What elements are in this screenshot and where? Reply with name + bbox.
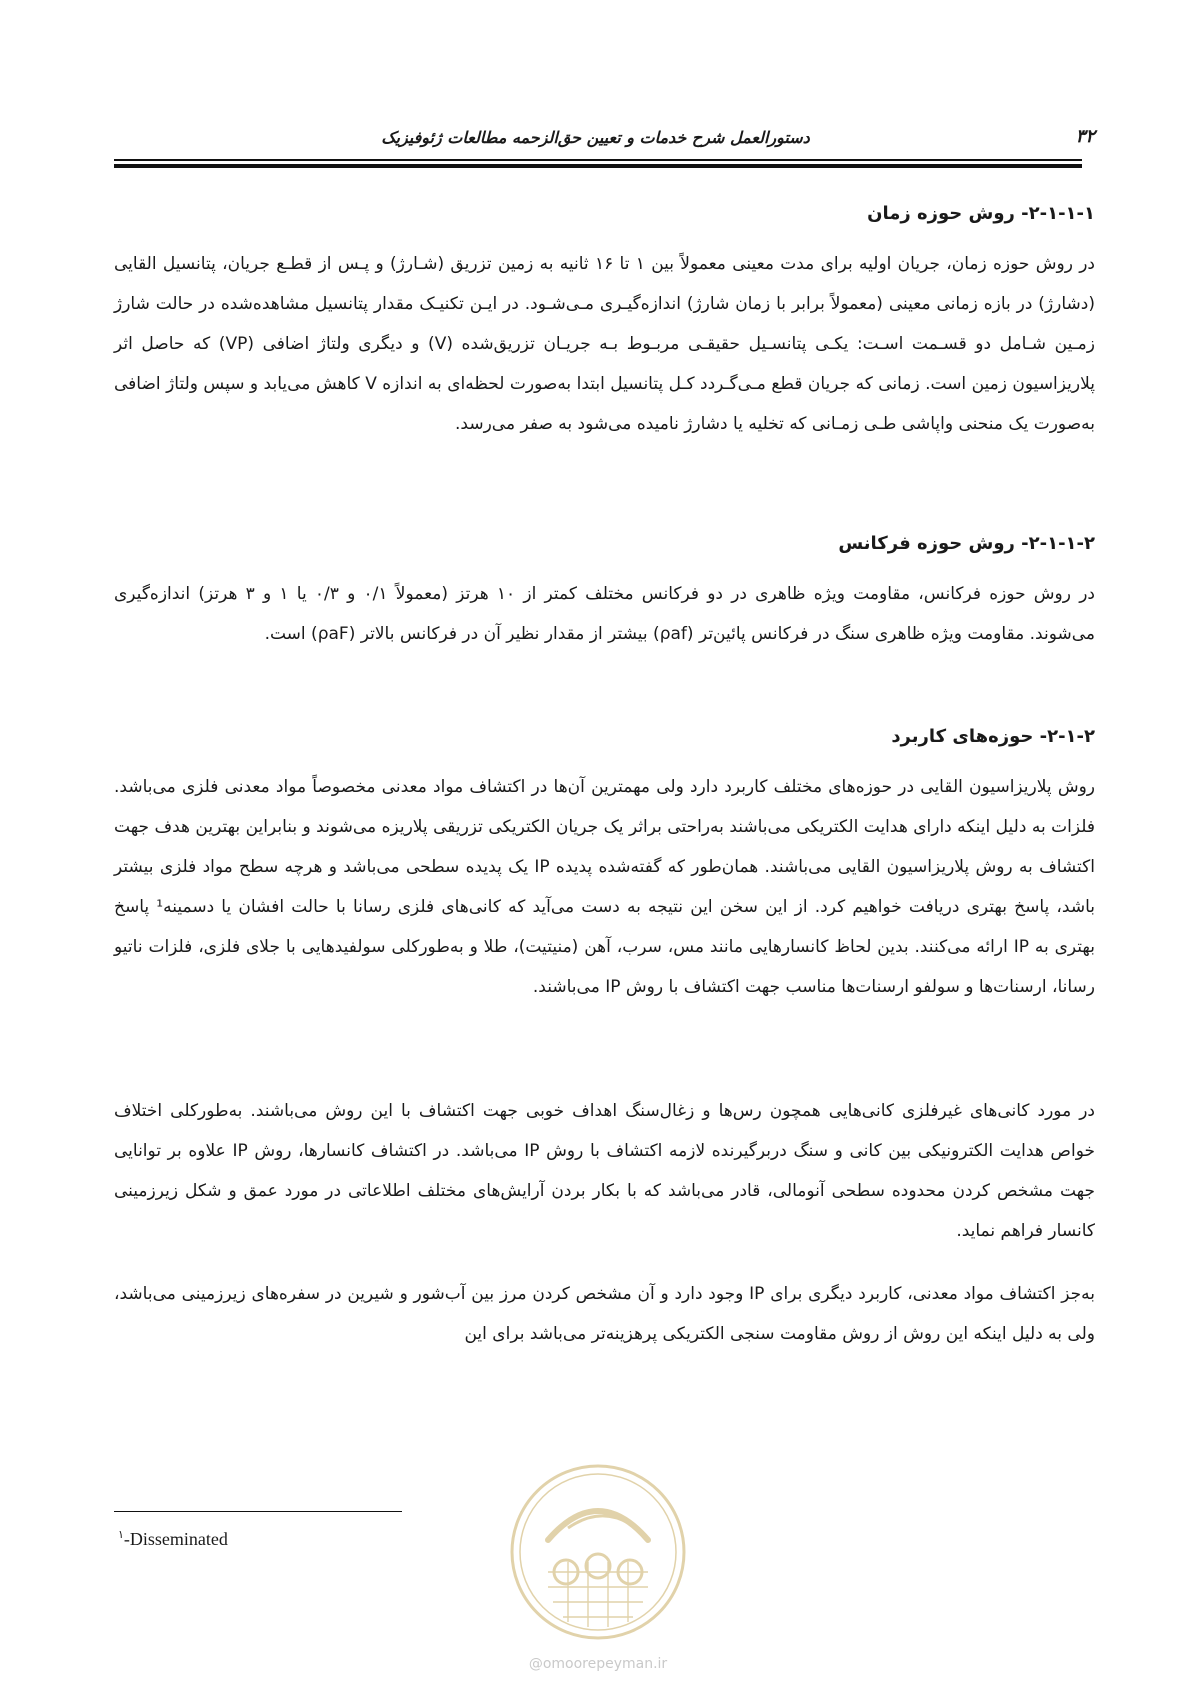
paragraph-applications-groundwater: به‌جز اکتشاف مواد معدنی، کاربرد دیگری برای IP وجود دارد و آن مشخص کردن مرز بین آب‌شور و شیرین در سفره‌های زیرزمینی می‌باشد، ولی به دلیل اینکه این روش از روش مقاومت سنجی الکتریکی پرهزینه‌تر می‌باشد برای این bbox=[114, 1284, 1095, 1344]
footnote-text: -Disseminated bbox=[123, 1529, 228, 1549]
watermark-logo bbox=[508, 1462, 688, 1642]
footnote-rule bbox=[114, 1511, 402, 1512]
running-header-title: دستورالعمل شرح خدمات و تعیین حق‌الزحمه مطالعات ژئوفیزیک bbox=[381, 128, 810, 147]
page-number: ۳۲ bbox=[1075, 126, 1095, 147]
paragraph-applications-nonmetallic: در مورد کانی‌های غیرفلزی کانی‌هایی همچون رس‌ها و زغال‌سنگ اهداف خوبی جهت اکتشاف با این روش می‌باشند. به‌طورکلی اختلاف خواص هدایت الکترونیکی بین کانی و سنگ دربرگیرنده لازمه اکتشاف با روش IP می‌باشد. در اکتشاف کانسارها، روش IP علاوه بر توانایی جهت مشخص کردن محدوده سطحی آنومالی، قادر می‌باشد که با بکار بردن آرایش‌های مختلف اطلاعاتی در مورد عمق و شکل زیرزمینی کانسار فراهم نماید. bbox=[114, 1101, 1095, 1241]
paragraph-applications-metallic: روش پلاریزاسیون القایی در حوزه‌های مختلف کاربرد دارد ولی مهمترین آن‌ها در اکتشاف مواد معدنی مخصوصاً مواد معدنی فلزی می‌باشد. فلزات به دلیل اینکه دارای هدایت الکتریکی می‌باشند به‌راحتی براثر یک جریان الکتریکی تزریقی پلاریزه می‌شوند و بنابراین بهترین هدف جهت اکتشاف به روش پلاریزاسیون القایی می‌باشند. همان‌طور که گفته‌شده پدیده IP یک پدیده سطحی می‌باشد و هرچه سطح مواد فلزی بیشتر باشد، پاسخ بهتری دریافت خواهیم کرد. از این سخن این نتیجه به دست می‌آید که کانی‌های فلزی رسانا با حالت افشان یا دسمینه¹ پاسخ بهتری به IP ارائه می‌کنند. بدین لحاظ کانسارهایی مانند مس، سرب، آهن (منیتیت)، طلا و به‌طورکلی سولفیدهایی با جلای فلزی، فلزات ناتیو رسانا، ارسنات‌ها و سولفو ارسنات‌ها مناسب جهت اکتشاف با روش IP می‌باشند. bbox=[114, 777, 1095, 997]
paragraph-frequency-domain: در روش حوزه فرکانس، مقاومت ویژه ظاهری در دو فرکانس مختلف کمتر از ۱۰ هرتز (معمولاً ۰/۱ و ۰/۳ یا ۱ و ۳ هرتز) اندازه‌گیری می‌شوند. مقاومت ویژه ظاهری سنگ در فرکانس پائین‌تر (ρaf) بیشتر از مقدار نظیر آن در فرکانس بالاتر (ρaF) است. bbox=[114, 584, 1095, 644]
section-heading-applications: ۲-۱-۲- حوزه‌های کاربرد bbox=[891, 726, 1095, 747]
footnote bbox=[118, 1528, 228, 1550]
section-heading-frequency-domain: ۲-۱-۱-۲- روش حوزه فرکانس bbox=[838, 533, 1095, 554]
header-rule-thick bbox=[114, 164, 1082, 168]
section-heading-time-domain: ۲-۱-۱-۱- روش حوزه زمان bbox=[867, 203, 1095, 224]
footnote-mark: ۱ bbox=[118, 1529, 124, 1541]
paragraph-time-domain: در روش حوزه زمان، جریان اولیه برای مدت معینی معمولاً بین ۱ تا ۱۶ ثانیه به زمین تزریق (شـارژ) و پـس از قطـع جریان، پتانسیل القایی (دشارژ) در بازه زمانی معینی (معمولاً برابر با زمان شارژ) اندازه‌گیـری مـی‌شـود. در ایـن تکنیـک مقدار پتانسیل مشاهده‌شده در حالت شارژ زمـین شـامل دو قسـمت اسـت: یکـی پتانسـیل حقیقـی مربـوط بـه جریـان تزریق‌شده (V) و دیگری ولتاژ اضافی (VP) که حاصل اثر پلاریزاسیون زمین است. زمانی که جریان قطع مـی‌گـردد کـل پتانسیل ابتدا به‌صورت لحظه‌ای به اندازه V کاهش می‌یابد و سپس ولتاژ اضافی به‌صورت یک منحنی واپاشی طـی زمـانی که تخلیه یا دشارژ نامیده می‌شود به صفر می‌رسد. bbox=[114, 254, 1095, 434]
watermark-url: @omoorepeyman.ir bbox=[528, 1656, 668, 1672]
header-rule-thin bbox=[114, 159, 1082, 161]
